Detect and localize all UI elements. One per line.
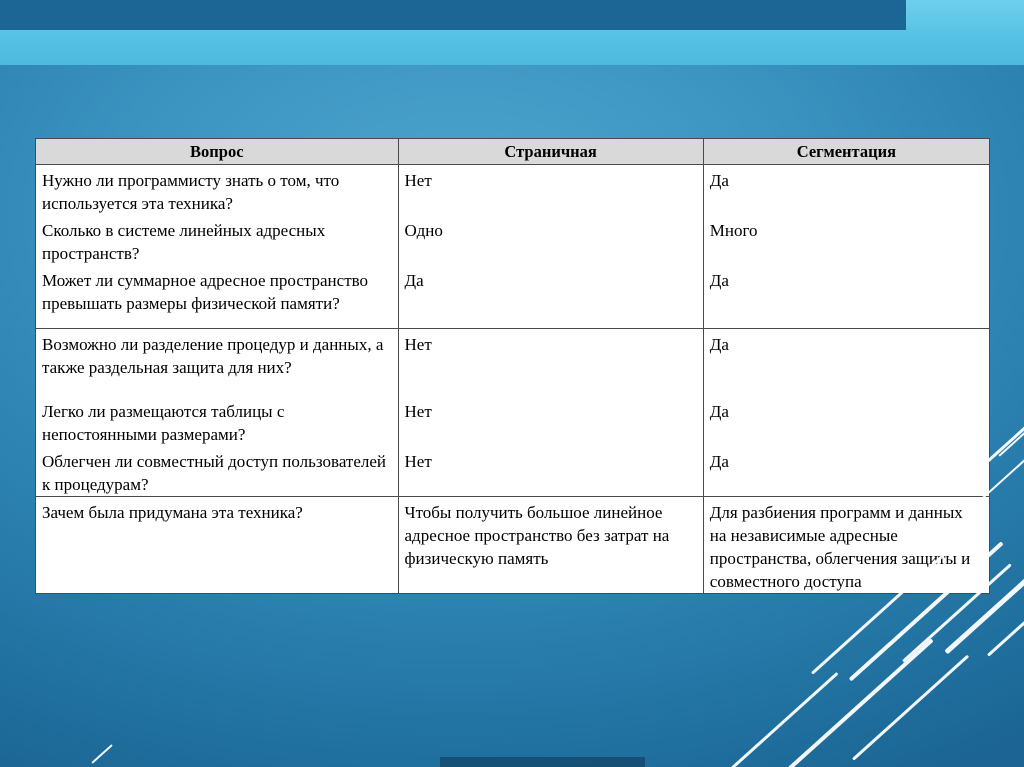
question-cell: Зачем была придумана эта техника? bbox=[36, 497, 399, 594]
question-cell: Может ли суммарное адресное пространство превышать размеры физической памяти? bbox=[36, 265, 399, 329]
header-paging: Страничная bbox=[398, 139, 703, 165]
question-cell: Возможно ли разделение процедур и данных, а также раздельная защита для них? bbox=[36, 329, 399, 397]
bottom-dark-strip bbox=[440, 757, 645, 767]
table-header-row bbox=[36, 139, 990, 165]
diagonal-line bbox=[852, 655, 969, 761]
question-cell: Сколько в системе линейных адресных пространств? bbox=[36, 215, 399, 265]
table-row bbox=[36, 396, 990, 446]
table-row bbox=[36, 265, 990, 329]
table-row bbox=[36, 446, 990, 497]
table-row bbox=[36, 215, 990, 265]
table-row bbox=[36, 329, 990, 397]
segmentation-cell: Для разбиения программ и данных на независимые адресные пространства, облегчения защиты и совместного доступа bbox=[703, 497, 989, 594]
paging-cell: Одно bbox=[398, 215, 703, 265]
question-cell: Легко ли размещаются таблицы с непостоянными размерами? bbox=[36, 396, 399, 446]
segmentation-cell: Да bbox=[703, 446, 989, 497]
paging-cell: Чтобы получить большое линейное адресное пространство без затрат на физическую память bbox=[398, 497, 703, 594]
question-cell: Нужно ли программисту знать о том, что используется эта техника? bbox=[36, 165, 399, 216]
diagonal-line bbox=[91, 744, 112, 764]
table-row bbox=[36, 165, 990, 216]
paging-cell: Нет bbox=[398, 329, 703, 397]
diagonal-line bbox=[725, 672, 838, 767]
segmentation-cell: Да bbox=[703, 265, 989, 329]
comparison-table bbox=[35, 138, 990, 594]
segmentation-cell: Да bbox=[703, 329, 989, 397]
paging-cell: Нет bbox=[398, 165, 703, 216]
question-cell: Облегчен ли совместный доступ пользователей к процедурам? bbox=[36, 446, 399, 497]
segmentation-cell: Да bbox=[703, 165, 989, 216]
paging-cell: Да bbox=[398, 265, 703, 329]
segmentation-cell: Да bbox=[703, 396, 989, 446]
diagonal-line bbox=[998, 415, 1024, 457]
segmentation-cell: Много bbox=[703, 215, 989, 265]
paging-cell: Нет bbox=[398, 396, 703, 446]
header-question: Вопрос bbox=[36, 139, 399, 165]
paging-cell: Нет bbox=[398, 446, 703, 497]
header-segmentation: Сегментация bbox=[703, 139, 989, 165]
top-dark-strip bbox=[0, 0, 906, 30]
table-row bbox=[36, 497, 990, 594]
